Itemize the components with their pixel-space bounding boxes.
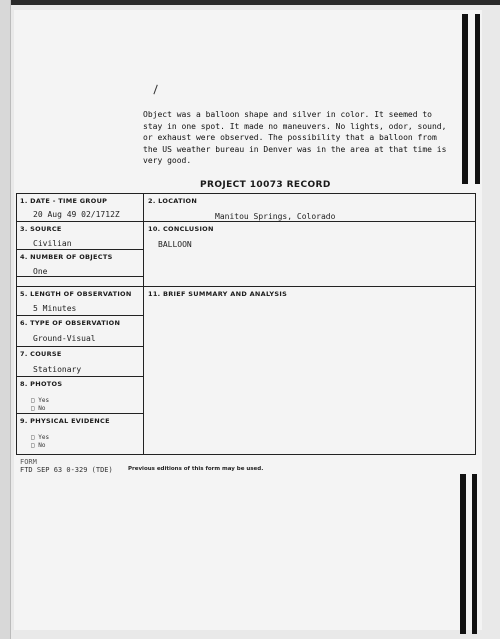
row-rule-8 — [17, 413, 143, 414]
summary-text — [143, 109, 479, 167]
date-time-value: 20 Aug 49 02/1712Z — [33, 210, 120, 219]
summary-line: the US weather bureau in Denver was in the area at that time is — [143, 144, 447, 154]
photos-yes-option: □ Yes — [31, 397, 50, 404]
scan-top-border — [0, 0, 500, 5]
form-label: FORM — [20, 458, 37, 466]
summary-label: 11. BRIEF SUMMARY AND ANALYSIS — [148, 290, 288, 298]
summary-line: stay in one spot. It made no maneuvers. No lights, odor, sound, — [143, 121, 447, 131]
row-rule-1 — [17, 221, 475, 222]
page-title: PROJECT 10073 RECORD — [200, 180, 331, 190]
physical-evidence-no-option: □ No — [31, 442, 46, 449]
row-rule-5 — [17, 315, 143, 316]
type-of-observation-value: Ground-Visual — [33, 334, 96, 343]
row-rule-4 — [17, 286, 475, 287]
physical-evidence-yes-option: □ Yes — [31, 434, 50, 441]
conclusion-value: BALLOON — [158, 240, 192, 249]
row-rule-3 — [17, 276, 143, 277]
number-of-objects-label: 4. NUMBER OF OBJECTS — [20, 253, 113, 261]
conclusion-label: 10. CONCLUSION — [148, 225, 214, 233]
summary-line: very good. — [143, 156, 192, 165]
scan-bar-bottom-right — [460, 474, 466, 634]
row-rule-7 — [17, 376, 143, 377]
physical-evidence-label: 9. PHYSICAL EVIDENCE — [20, 417, 110, 425]
summary-line: or exhaust were observed. The possibility that a balloon from — [143, 133, 437, 142]
photos-no-option: □ No — [31, 405, 46, 412]
source-label: 3. SOURCE — [20, 225, 62, 233]
date-time-label: 1. DATE - TIME GROUP — [20, 197, 108, 205]
type-of-observation-label: 6. TYPE OF OBSERVATION — [20, 319, 121, 327]
scan-bar-bottom-right-2 — [472, 474, 477, 634]
course-label: 7. COURSE — [20, 350, 62, 358]
column-divider — [143, 194, 144, 454]
location-label: 2. LOCATION — [148, 197, 198, 205]
record-form — [16, 193, 476, 455]
length-of-observation-value: 5 Minutes — [33, 304, 77, 313]
form-id: FTD SEP 63 0-329 (TDE) — [20, 466, 113, 474]
summary-line: Object was a balloon shape and silver in color. It seemed to — [143, 110, 432, 119]
row-rule-6 — [17, 346, 143, 347]
number-of-objects-value: One — [33, 267, 48, 276]
course-value: Stationary — [33, 365, 82, 374]
location-value: Manitou Springs, Colorado — [215, 212, 336, 221]
source-value: Civilian — [33, 239, 72, 248]
photos-label: 8. PHOTOS — [20, 380, 63, 388]
row-rule-2 — [17, 249, 143, 250]
scan-left-edge — [0, 0, 11, 639]
length-of-observation-label: 5. LENGTH OF OBSERVATION — [20, 290, 132, 298]
form-edition-note: Previous editions of this form may be used. — [128, 466, 264, 472]
